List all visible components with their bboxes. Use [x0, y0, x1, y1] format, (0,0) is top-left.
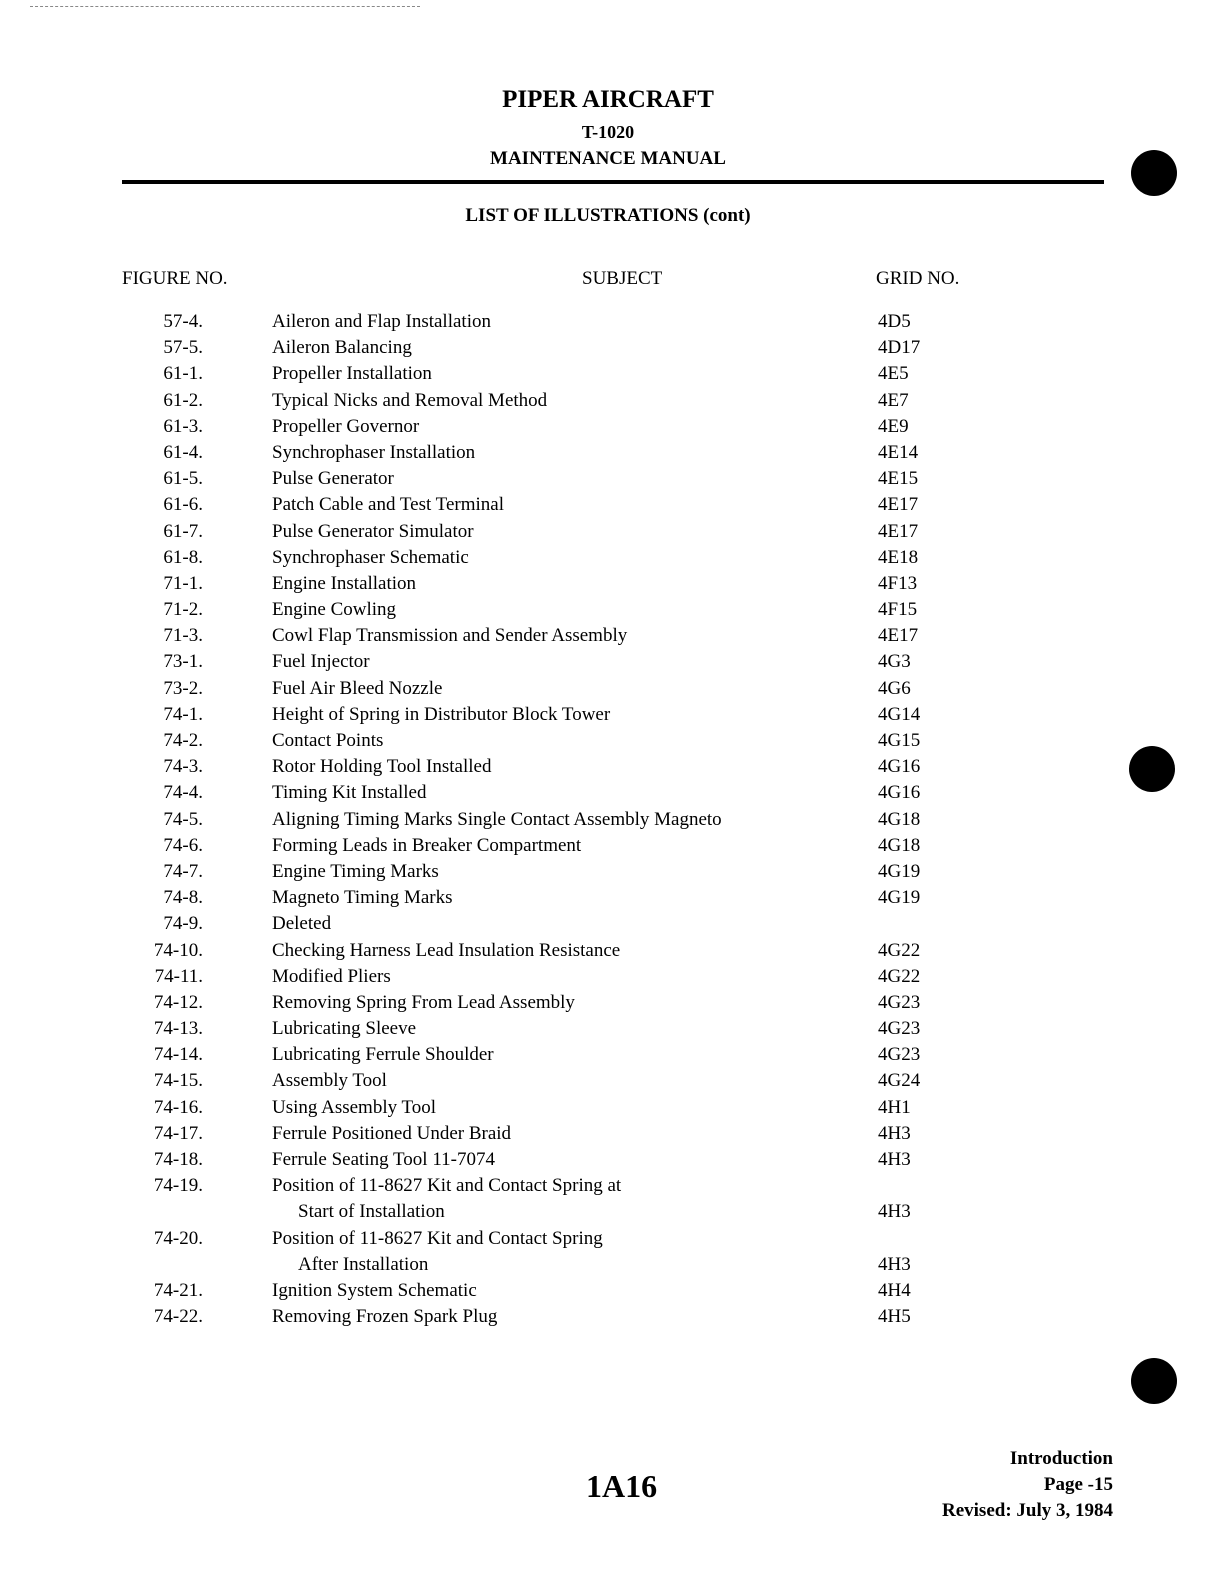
fiche-grid-id: 1A16 [586, 1468, 658, 1504]
grid-number: 4E9 [878, 415, 909, 437]
grid-number: 4H3 [878, 1149, 911, 1170]
list-row [0, 676, 1216, 702]
header-divider [122, 180, 1104, 184]
figure-number: 74-3. [163, 756, 203, 778]
figure-number: 74-13. [153, 1018, 203, 1040]
grid-number: 4G16 [878, 756, 921, 778]
subject-text: Aileron and Flap Installation [272, 311, 491, 332]
footer-revision-date: Revised: July 3, 1984 [942, 1500, 1113, 1521]
figure-number: 73-2. [163, 677, 203, 699]
subject-text: Pulse Generator Simulator [272, 520, 474, 542]
subject-text: Height of Spring in Distributor Block Tower [272, 703, 611, 725]
figure-number: 74-5. [163, 808, 203, 830]
subject-continuation: After Installation [298, 1253, 429, 1275]
grid-number: 4G18 [878, 834, 921, 856]
figure-number: 74-12. [153, 991, 203, 1013]
grid-number: 4F15 [878, 599, 918, 621]
subject-text: Synchrophaser Schematic [272, 546, 469, 568]
list-row [0, 885, 1216, 911]
subject-text: Pulse Generator [272, 468, 394, 490]
list-row [0, 1226, 1216, 1278]
figure-number: 74-8. [163, 887, 203, 909]
list-row [0, 388, 1216, 414]
list-row [0, 1173, 1216, 1225]
grid-number: 4G3 [878, 651, 911, 673]
list-row [0, 440, 1216, 466]
figure-number: 74-6. [163, 834, 203, 856]
figure-number: 61-3. [163, 415, 203, 437]
column-header-figure: FIGURE NO. [122, 268, 228, 289]
list-row [0, 964, 1216, 990]
subject-text: Forming Leads in Breaker Compartment [272, 834, 582, 856]
figure-number: 74-14. [153, 1044, 203, 1066]
list-row [0, 1016, 1216, 1042]
subject-text: Fuel Injector [272, 651, 370, 673]
subject-text: Magneto Timing Marks [272, 887, 453, 909]
subject-text: Synchrophaser Installation [272, 441, 476, 463]
subject-text: Cowl Flap Transmission and Sender Assembly [272, 625, 628, 647]
subject-continuation: Start of Installation [298, 1201, 445, 1223]
list-row [0, 649, 1216, 675]
grid-number: 4G18 [878, 808, 921, 830]
list-row [0, 859, 1216, 885]
list-row [0, 414, 1216, 440]
grid-number: 4H5 [878, 1306, 911, 1328]
grid-number: 4G23 [878, 991, 921, 1013]
grid-number: 4G19 [878, 887, 921, 909]
binder-hole-middle [1129, 746, 1175, 792]
list-row [0, 309, 1216, 335]
grid-number: 4G23 [878, 1044, 921, 1066]
figure-number: 74-10. [153, 939, 203, 961]
subject-text: Checking Harness Lead Insulation Resistance [272, 939, 621, 961]
list-row [0, 571, 1216, 597]
figure-number: 74-19. [153, 1175, 203, 1197]
list-row [0, 335, 1216, 361]
list-row [0, 361, 1216, 387]
grid-number: 4E14 [878, 441, 919, 463]
grid-number: 4H3 [878, 1253, 911, 1275]
figure-number: 74-17. [153, 1122, 203, 1144]
subject-text: Ferrule Seating Tool 11-7074 [272, 1149, 495, 1170]
illustrations-list [0, 309, 1216, 1330]
figure-number: 74-21. [153, 1279, 203, 1301]
figure-number: 74-9. [163, 913, 203, 935]
figure-number: 74-22. [153, 1306, 203, 1328]
grid-number: 4G14 [878, 703, 921, 725]
figure-number: 61-5. [163, 468, 203, 490]
column-header-subject: SUBJECT [582, 268, 663, 289]
grid-number: 4E5 [878, 363, 909, 385]
list-row [0, 466, 1216, 492]
scan-edge-line [30, 6, 420, 7]
binder-hole-top [1131, 150, 1177, 196]
grid-number: 4E15 [878, 468, 919, 490]
grid-number: 4H1 [878, 1096, 911, 1118]
figure-number: 61-2. [163, 389, 203, 411]
subject-text: Engine Timing Marks [272, 860, 439, 882]
grid-number: 4E17 [878, 625, 919, 647]
grid-number: 4G23 [878, 1018, 921, 1040]
grid-number: 4F13 [878, 572, 918, 594]
list-row [0, 1304, 1216, 1330]
subject-text: Fuel Air Bleed Nozzle [272, 677, 443, 699]
footer-page-number: Page -15 [1043, 1474, 1113, 1495]
list-row [0, 519, 1216, 545]
figure-number: 61-4. [163, 441, 203, 463]
list-row [0, 1278, 1216, 1304]
manual-title: MAINTENANCE MANUAL [490, 148, 726, 169]
list-row [0, 545, 1216, 571]
list-row [0, 911, 1216, 937]
subject-text: Typical Nicks and Removal Method [272, 389, 548, 411]
grid-number: 4H4 [878, 1279, 911, 1301]
grid-number: 4E17 [878, 494, 919, 516]
subject-text: Position of 11-8627 Kit and Contact Spring at [272, 1175, 622, 1197]
list-row [0, 938, 1216, 964]
list-row [0, 1147, 1216, 1173]
subject-text: Ignition System Schematic [272, 1279, 477, 1301]
figure-number: 74-4. [163, 782, 203, 804]
column-header-grid: GRID NO. [876, 268, 960, 289]
subject-text: Engine Cowling [272, 599, 397, 621]
list-row [0, 833, 1216, 859]
subject-text: Assembly Tool [272, 1070, 387, 1092]
subject-text: Modified Pliers [272, 965, 391, 987]
figure-number: 61-8. [163, 546, 203, 568]
grid-number: 4G16 [878, 782, 921, 804]
page-footer [942, 1446, 1113, 1524]
figure-number: 74-7. [163, 860, 203, 882]
subject-text: Removing Frozen Spark Plug [272, 1306, 498, 1328]
subject-text: Lubricating Sleeve [272, 1018, 417, 1040]
grid-number: 4D17 [878, 337, 921, 359]
subject-text: Deleted [272, 913, 332, 935]
figure-number: 57-5. [163, 337, 203, 359]
list-row [0, 597, 1216, 623]
list-row [0, 728, 1216, 754]
figure-number: 74-20. [153, 1227, 203, 1249]
grid-number: 4G22 [878, 939, 921, 961]
subject-text: Aligning Timing Marks Single Contact Assembly Magneto [272, 808, 722, 830]
list-row [0, 1121, 1216, 1147]
list-title: LIST OF ILLUSTRATIONS (cont) [465, 205, 751, 226]
subject-text: Using Assembly Tool [272, 1096, 437, 1118]
company-name: PIPER AIRCRAFT [502, 86, 714, 113]
figure-number: 61-6. [163, 494, 203, 516]
grid-number: 4G15 [878, 730, 921, 751]
grid-number: 4H3 [878, 1201, 911, 1223]
grid-number: 4E18 [878, 546, 919, 568]
subject-text: Ferrule Positioned Under Braid [272, 1122, 512, 1144]
grid-number: 4H3 [878, 1122, 911, 1144]
figure-number: 74-18. [153, 1149, 203, 1170]
subject-text: Contact Points [272, 730, 384, 751]
list-row [0, 492, 1216, 518]
figure-number: 74-16. [153, 1096, 203, 1118]
grid-number: 4G22 [878, 965, 921, 987]
figure-number: 71-2. [163, 599, 203, 621]
list-row [0, 1095, 1216, 1121]
subject-text: Engine Installation [272, 572, 417, 594]
list-row [0, 780, 1216, 806]
footer-section: Introduction [1009, 1448, 1113, 1469]
figure-number: 71-1. [163, 572, 203, 594]
grid-number: 4G24 [878, 1070, 921, 1092]
figure-number: 61-7. [163, 520, 203, 542]
subject-text: Removing Spring From Lead Assembly [272, 991, 575, 1013]
list-row [0, 807, 1216, 833]
grid-number: 4E17 [878, 520, 919, 542]
figure-number: 74-11. [154, 965, 203, 987]
grid-number: 4G6 [878, 677, 911, 699]
list-row [0, 1042, 1216, 1068]
binder-hole-bottom [1131, 1358, 1177, 1404]
subject-text: Propeller Governor [272, 415, 420, 437]
list-row [0, 702, 1216, 728]
figure-number: 74-15. [153, 1070, 203, 1092]
subject-text: Rotor Holding Tool Installed [272, 756, 492, 778]
subject-text: Patch Cable and Test Terminal [272, 494, 504, 516]
grid-number: 4D5 [878, 311, 911, 332]
subject-text: Propeller Installation [272, 363, 432, 385]
list-row [0, 1068, 1216, 1094]
grid-number: 4G19 [878, 860, 921, 882]
subject-text: Position of 11-8627 Kit and Contact Spring [272, 1227, 603, 1249]
figure-number: 57-4. [163, 311, 203, 332]
figure-number: 61-1. [163, 363, 203, 385]
list-row [0, 990, 1216, 1016]
figure-number: 74-2. [163, 730, 203, 751]
figure-number: 71-3. [163, 625, 203, 647]
figure-number: 74-1. [163, 703, 203, 725]
grid-number: 4E7 [878, 389, 909, 411]
list-row [0, 754, 1216, 780]
figure-number: 73-1. [163, 651, 203, 673]
subject-text: Aileron Balancing [272, 337, 412, 359]
subject-text: Timing Kit Installed [272, 782, 427, 804]
subject-text: Lubricating Ferrule Shoulder [272, 1044, 494, 1066]
model-number: T-1020 [581, 122, 635, 142]
list-row [0, 623, 1216, 649]
